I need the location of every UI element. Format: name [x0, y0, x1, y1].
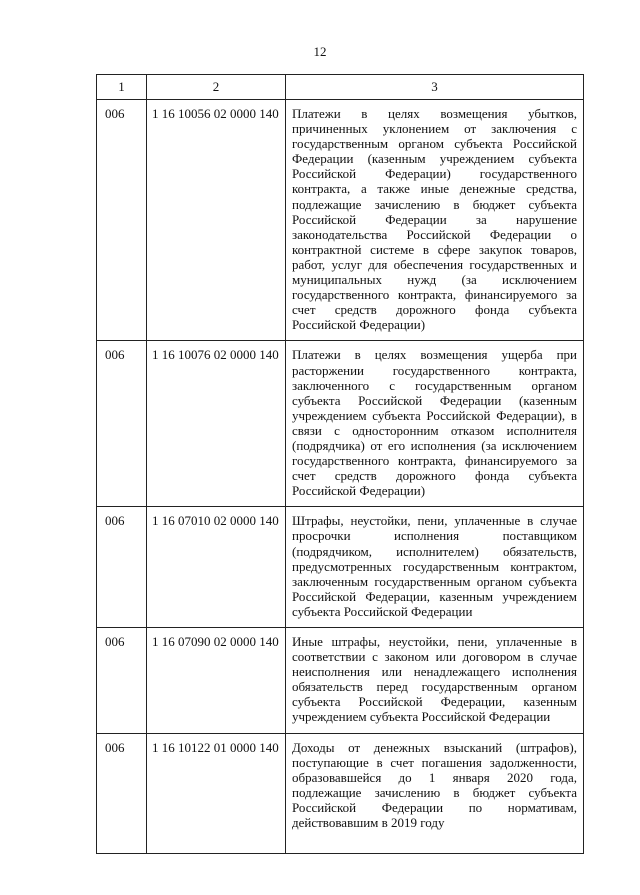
revenue-classification-table: [96, 74, 584, 854]
administrator-code-cell: 006: [97, 507, 147, 628]
column-header-1: 1: [97, 75, 147, 100]
column-header-3: 3: [286, 75, 584, 100]
revenue-code-cell: 1 16 10122 01 0000 140: [147, 733, 286, 853]
revenue-description-cell: Платежи в целях возмещения ущерба при расторжении государственного контракта, заключенного с государственным органом субъекта Российской Федерации (казенным учреждением субъекта Российской Федерации), в связи с односторонним отказом исполнителя (подрядчика) от его исполнения (за исключением государственного контракта, финансируемого за счет средств дорожного фонда субъекта Российской Федерации): [286, 341, 584, 507]
table-row: [97, 341, 584, 507]
table-header-row: [97, 75, 584, 100]
revenue-code-cell: 1 16 10076 02 0000 140: [147, 341, 286, 507]
revenue-code-cell: 1 16 07090 02 0000 140: [147, 628, 286, 734]
revenue-description-cell: Штрафы, неустойки, пени, уплаченные в случае просрочки исполнения поставщиком (подрядчиком, исполнителем) обязательств, предусмотренных государственным контрактом, заключенным государственным органом субъекта Российской Федерации, казенным учреждением субъекта Российской Федерации: [286, 507, 584, 628]
administrator-code-cell: 006: [97, 628, 147, 734]
table-row: [97, 733, 584, 853]
administrator-code-cell: 006: [97, 341, 147, 507]
administrator-code-cell: 006: [97, 733, 147, 853]
revenue-code-cell: 1 16 07010 02 0000 140: [147, 507, 286, 628]
revenue-code-cell: 1 16 10056 02 0000 140: [147, 100, 286, 341]
column-header-2: 2: [147, 75, 286, 100]
table-row: [97, 507, 584, 628]
table-row: [97, 628, 584, 734]
revenue-description-cell: Платежи в целях возмещения убытков, причиненных уклонением от заключения с государственным органом субъекта Российской Федерации (казенным учреждением субъекта Российской Федерации) государственного контракта, а также иные денежные средства, подлежащие зачислению в бюджет субъекта Российской Федерации за нарушение законодательства Российской Федерации о контрактной системе в сфере закупок товаров, работ, услуг для обеспечения государственных и муниципальных нужд (за исключением государственного контракта, финансируемого за счет средств дорожного фонда субъекта Российской Федерации): [286, 100, 584, 341]
revenue-description-cell: Иные штрафы, неустойки, пени, уплаченные в соответствии с законом или договором в случае неисполнения или ненадлежащего исполнения обязательств перед государственным органом субъекта Российской Федерации, казенным учреждением субъекта Российской Федерации: [286, 628, 584, 734]
page-number: 12: [313, 44, 327, 59]
revenue-description-cell: Доходы от денежных взысканий (штрафов), поступающие в счет погашения задолженности, образовавшейся до 1 января 2020 года, подлежащие зачислению в бюджет субъекта Российской Федерации по нормативам, действовавшим в 2019 году: [286, 733, 584, 853]
table-row: [97, 100, 584, 341]
administrator-code-cell: 006: [97, 100, 147, 341]
